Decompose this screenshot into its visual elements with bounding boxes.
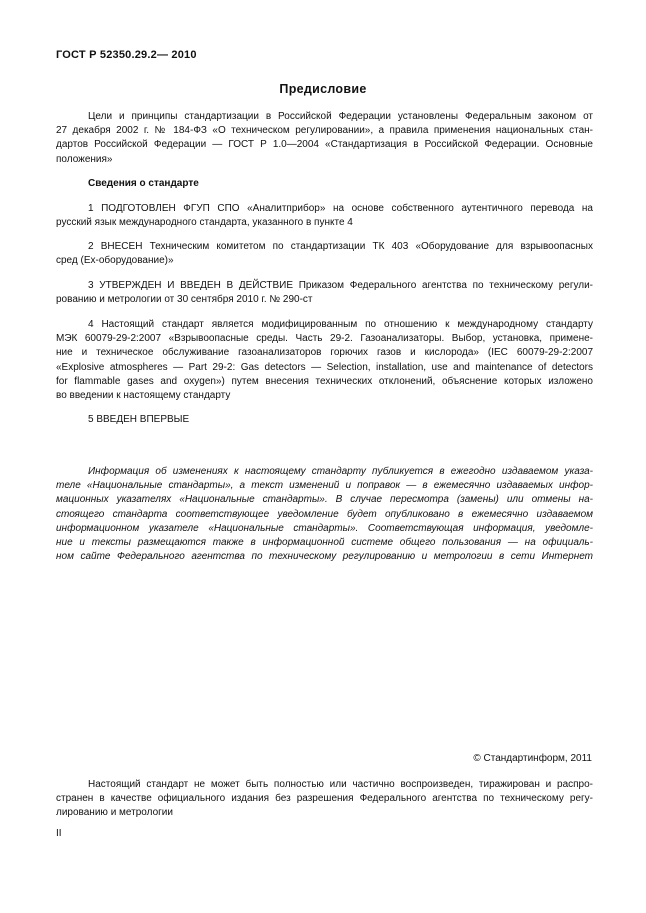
item-1-paragraph bbox=[56, 202, 593, 230]
rights-line: странен в качестве официального издания без разрешения Федерального агентства по техническому регу- bbox=[56, 793, 593, 805]
intro-paragraph bbox=[56, 110, 593, 167]
changes-notice-paragraph bbox=[56, 465, 593, 564]
item-4-line: ние и техническое обслуживание газоанализаторов горючих газов и кислорода» (IEC 60079-29-2:2007 bbox=[56, 347, 593, 359]
item-4-paragraph bbox=[56, 318, 593, 403]
intro-line: Цели и принципы стандартизации в Российской Федерации установлены Федеральным законом от bbox=[88, 111, 593, 122]
standard-info-heading: Сведения о стандарте bbox=[88, 178, 199, 189]
item-1-line: 1 ПОДГОТОВЛЕН ФГУП СПО «Аналитприбор» на основе собственного аутентичного перевода на bbox=[88, 203, 593, 214]
intro-line: 27 декабря 2002 г. № 184-ФЗ «О техническом регулировании», а правила применения национальных стан- bbox=[56, 125, 593, 137]
item-3-line: 3 УТВЕРЖДЕН И ВВЕДЕН В ДЕЙСТВИЕ Приказом Федерального агентства по техническому регули- bbox=[88, 280, 593, 291]
item-4-line: «Explosive atmospheres — Part 29-2: Gas detectors — Selection, installation, use and maintenance of detectors bbox=[56, 361, 593, 373]
item-3-line: рованию и метрологии от 30 сентября 2010 г. № 290-ст bbox=[56, 294, 313, 306]
item-4-line: во введении к настоящему стандарту bbox=[56, 390, 231, 402]
item-2-line: 2 ВНЕСЕН Техническим комитетом по стандартизации ТК 403 «Оборудование для взрывоопасных bbox=[88, 241, 593, 252]
copyright-notice: © Стандартинформ, 2011 bbox=[473, 753, 592, 764]
notice-line: стоящего стандарта соответствующее уведомление будет опубликовано в ежемесячно издаваемом bbox=[56, 508, 593, 520]
item-2-paragraph bbox=[56, 240, 593, 268]
foreword-title: Предисловие bbox=[279, 82, 367, 96]
intro-line: дартов Российской Федерации — ГОСТ Р 1.0—2004 «Стандартизация в Российской Федерации. Основные bbox=[56, 139, 593, 151]
intro-line: положения» bbox=[56, 153, 113, 165]
item-1-line: русский язык международного стандарта, указанного в пункте 4 bbox=[56, 217, 353, 229]
item-4-line: МЭК 60079-29-2:2007 «Взрывоопасные среды. Часть 29-2. Газоанализаторы. Выбор, установка, примене- bbox=[56, 333, 593, 345]
item-4-line: for flammable gases and oxygen») путем внесения технических отклонений, объяснение которых изложено bbox=[56, 375, 593, 387]
notice-line: теле «Национальные стандарты», а текст изменений и поправок — в ежемесячно издаваемых инфор- bbox=[56, 480, 593, 492]
document-code-header: ГОСТ Р 52350.29.2— 2010 bbox=[56, 49, 197, 61]
notice-line: Информация об изменениях к настоящему стандарту публикуется в ежегодно издаваемом указа- bbox=[88, 466, 593, 477]
page-number: II bbox=[56, 828, 62, 839]
item-3-paragraph bbox=[56, 279, 593, 307]
notice-line: информационном указателе «Национальные стандарты». Соответствующая информация, уведомле- bbox=[56, 522, 593, 534]
notice-line: ние и тексты размещаются также в информационной системе общего пользования — на официаль- bbox=[56, 537, 593, 549]
notice-line: ном сайте Федерального агентства по техническому регулированию и метрологии в сети Интернет bbox=[56, 551, 593, 563]
rights-line: лированию и метрологии bbox=[56, 807, 173, 819]
rights-paragraph bbox=[56, 778, 593, 821]
item-5-text: 5 ВВЕДЕН ВПЕРВЫЕ bbox=[88, 414, 190, 425]
rights-line: Настоящий стандарт не может быть полностью или частично воспроизведен, тиражирован и распро- bbox=[88, 779, 593, 790]
notice-line: мационных указателях «Национальные стандарты». В случае пересмотра (замены) или отмены на- bbox=[56, 494, 593, 506]
item-2-line: сред (Ех-оборудование)» bbox=[56, 255, 174, 267]
item-4-line: 4 Настоящий стандарт является модифицированным по отношению к международному стандарту bbox=[88, 319, 593, 330]
